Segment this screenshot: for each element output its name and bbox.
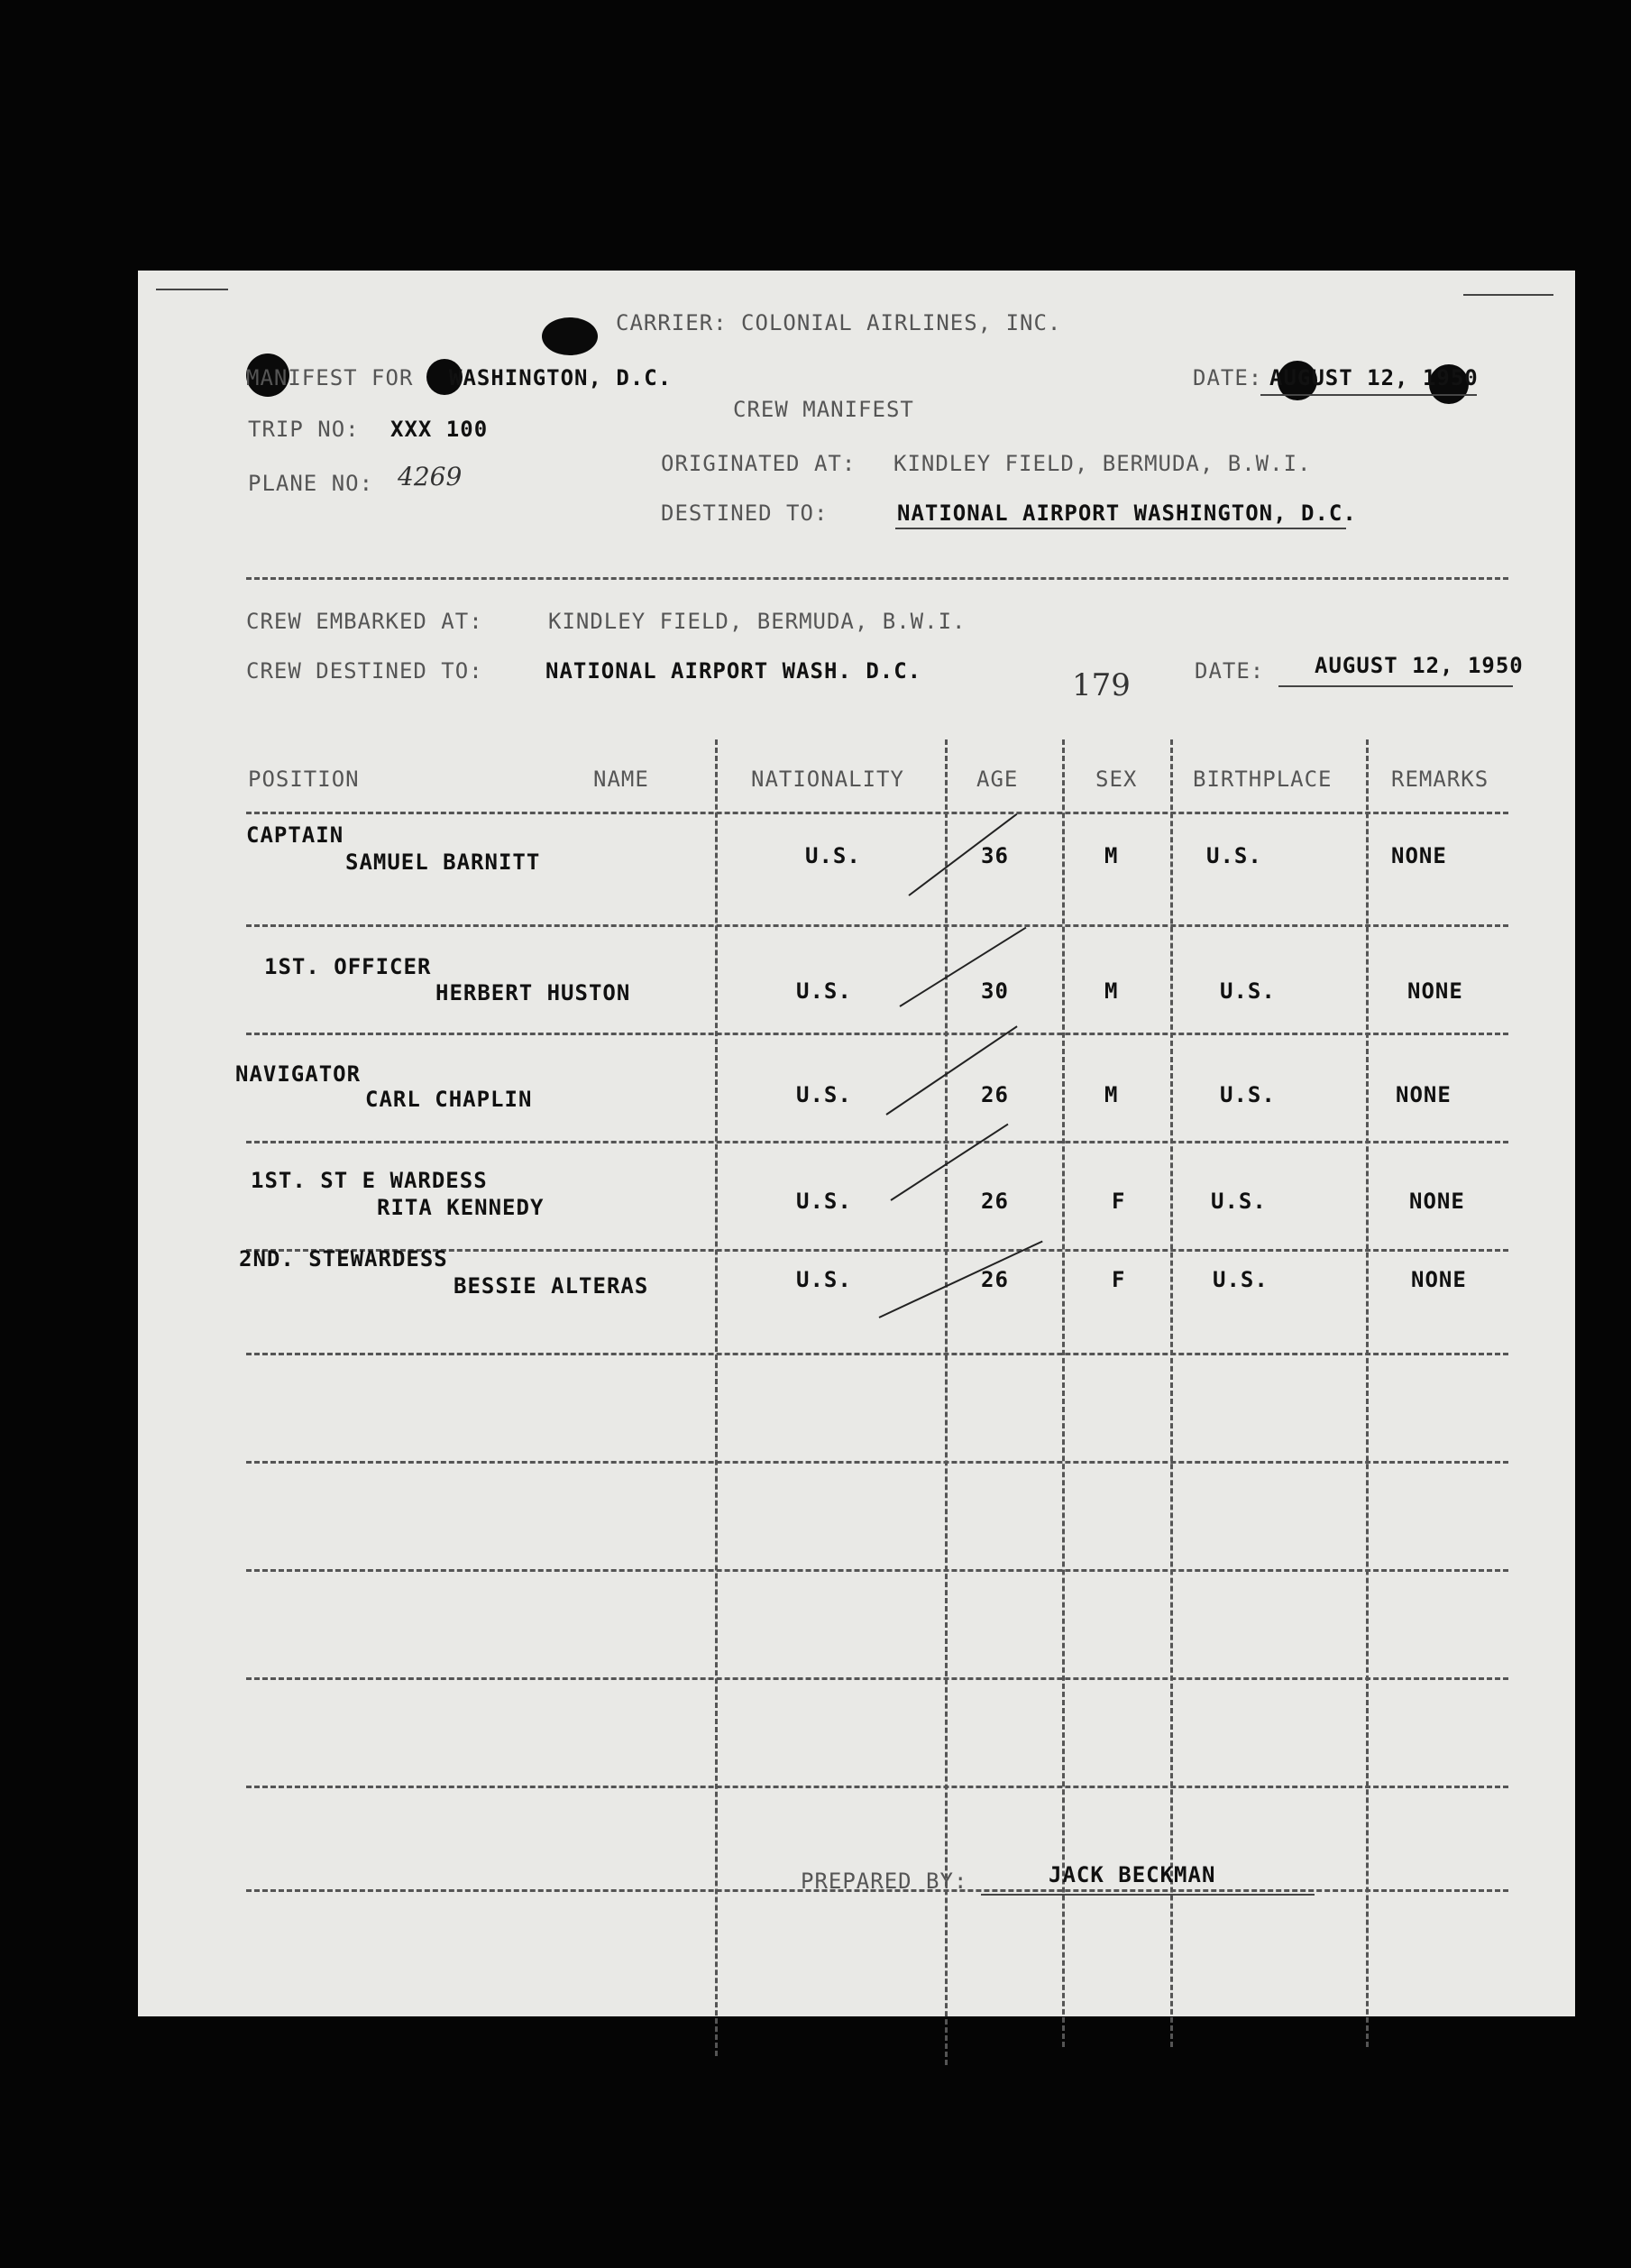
manifest-document	[138, 271, 1575, 2016]
table-row-rule	[246, 924, 1508, 927]
col-header-position: POSITION	[248, 767, 360, 792]
date-value: AUGUST 12, 1950	[1269, 365, 1479, 390]
crew-destined-label: CREW DESTINED TO:	[246, 658, 483, 684]
date-label: DATE:	[1193, 365, 1263, 390]
col-header-nationality: NATIONALITY	[751, 767, 904, 792]
plane-value: 4269	[398, 462, 463, 491]
table-row-rule	[246, 1033, 1508, 1035]
trip-label: TRIP NO:	[248, 417, 360, 442]
prepared-by-underline	[981, 1894, 1315, 1896]
row-remarks: NONE	[1391, 843, 1447, 868]
crew-destined-value: NATIONAL AIRPORT WASH. D.C.	[545, 658, 922, 684]
crew-date-label: DATE:	[1195, 658, 1265, 684]
row-position: CAPTAIN	[246, 822, 344, 848]
manifest-for-value: WASHINGTON, D.C.	[449, 365, 673, 390]
row-name: HERBERT HUSTON	[435, 980, 631, 1005]
table-column-divider	[1062, 739, 1065, 2047]
table-column-divider	[1170, 739, 1173, 2047]
originated-value: KINDLEY FIELD, BERMUDA, B.W.I.	[893, 451, 1312, 476]
table-header-rule	[246, 812, 1508, 814]
row-birthplace: U.S.	[1220, 1082, 1276, 1107]
carrier-line: CARRIER: COLONIAL AIRLINES, INC.	[616, 310, 1062, 335]
row-position: 2ND. STEWARDESS	[239, 1246, 448, 1272]
crew-date-value: AUGUST 12, 1950	[1315, 653, 1524, 678]
table-row-rule	[246, 1141, 1508, 1143]
row-name: CARL CHAPLIN	[365, 1087, 533, 1112]
table-row-rule	[246, 1461, 1508, 1464]
table-column-divider	[945, 739, 948, 2065]
date-underline	[1260, 394, 1477, 396]
originated-label: ORIGINATED AT:	[661, 451, 857, 476]
row-age: 26	[981, 1082, 1009, 1107]
col-header-age: AGE	[976, 767, 1019, 792]
table-row-rule	[246, 1353, 1508, 1355]
destined-value: NATIONAL AIRPORT WASHINGTON, D.C.	[897, 500, 1357, 526]
row-remarks: NONE	[1409, 1189, 1465, 1214]
row-nationality: U.S.	[796, 1267, 852, 1292]
table-column-divider	[1366, 739, 1369, 2047]
page-number: 179	[1072, 667, 1131, 703]
col-header-name: NAME	[593, 767, 649, 792]
col-header-remarks: REMARKS	[1391, 767, 1489, 792]
prepared-by-value: JACK BECKMAN	[1049, 1862, 1216, 1887]
destined-label: DESTINED TO:	[661, 500, 829, 526]
row-name: BESSIE ALTERAS	[454, 1273, 649, 1299]
row-sex: M	[1104, 1082, 1119, 1107]
row-remarks: NONE	[1411, 1267, 1467, 1292]
crew-embarked-value: KINDLEY FIELD, BERMUDA, B.W.I.	[548, 609, 967, 634]
row-nationality: U.S.	[796, 978, 852, 1004]
row-nationality: U.S.	[796, 1189, 852, 1214]
plane-label: PLANE NO:	[248, 471, 374, 496]
row-birthplace: U.S.	[1206, 843, 1262, 868]
prepared-by-label: PREPARED BY:	[801, 1869, 968, 1894]
col-header-sex: SEX	[1095, 767, 1138, 792]
row-position: 1ST. ST E WARDESS	[251, 1168, 488, 1193]
row-remarks: NONE	[1407, 978, 1463, 1004]
form-title: CREW MANIFEST	[733, 397, 914, 422]
col-header-birthplace: BIRTHPLACE	[1193, 767, 1333, 792]
row-birthplace: U.S.	[1211, 1189, 1267, 1214]
table-column-divider	[715, 739, 718, 2056]
trip-value: XXX 100	[390, 417, 489, 442]
ink-blot	[542, 317, 598, 355]
destined-underline	[895, 528, 1346, 529]
row-position: NAVIGATOR	[235, 1061, 362, 1087]
corner-mark-right	[1463, 294, 1553, 296]
header-divider	[246, 577, 1508, 580]
row-position: 1ST. OFFICER	[264, 954, 432, 979]
row-name: SAMUEL BARNITT	[345, 849, 541, 875]
table-row-rule	[246, 1786, 1508, 1788]
crew-embarked-label: CREW EMBARKED AT:	[246, 609, 483, 634]
crew-date-underline	[1278, 685, 1513, 687]
table-row-rule	[246, 1569, 1508, 1572]
row-birthplace: U.S.	[1213, 1267, 1269, 1292]
row-age: 36	[981, 843, 1009, 868]
row-sex: F	[1112, 1267, 1126, 1292]
row-birthplace: U.S.	[1220, 978, 1276, 1004]
manifest-for-label: MANIFEST FOR	[246, 365, 414, 390]
row-age: 26	[981, 1267, 1009, 1292]
row-nationality: U.S.	[805, 843, 861, 868]
corner-mark-left	[156, 289, 228, 290]
row-nationality: U.S.	[796, 1082, 852, 1107]
row-remarks: NONE	[1396, 1082, 1452, 1107]
table-row-rule	[246, 1677, 1508, 1680]
check-mark	[879, 1241, 1043, 1318]
row-sex: M	[1104, 978, 1119, 1004]
row-sex: M	[1104, 843, 1119, 868]
row-age: 30	[981, 978, 1009, 1004]
row-name: RITA KENNEDY	[377, 1195, 545, 1220]
row-sex: F	[1112, 1189, 1126, 1214]
row-age: 26	[981, 1189, 1009, 1214]
